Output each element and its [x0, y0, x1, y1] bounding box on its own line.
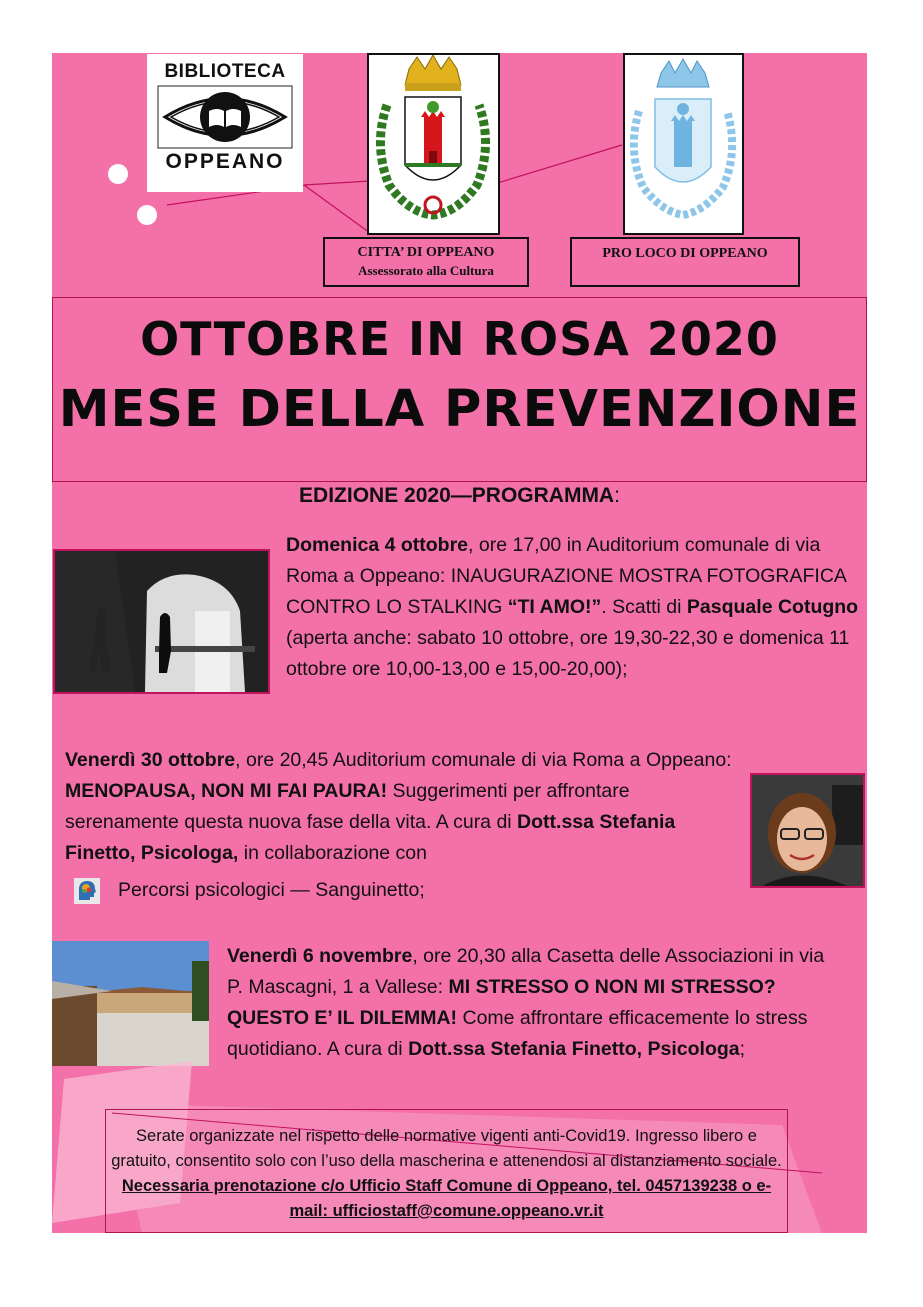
event1-text-b: . Scatti di: [601, 596, 687, 618]
footer-note-text: Serate organizzate nel rispetto delle normative vigenti anti-Covid19. Ingresso libero e gratuito, consentito solo con l’uso della mascherina e attenendosi al distanziamento sociale.: [111, 1127, 782, 1170]
stalking-photo-image: [55, 551, 268, 692]
footer-note-booking: Necessaria prenotazione c/o Ufficio Staff Comune di Oppeano, tel. 0457139238 o e-mail: ufficiostaff@comune.oppeano.vr.it: [121, 1177, 772, 1220]
city-caption-box: [323, 237, 529, 287]
poster: [52, 53, 867, 1233]
proloco-coat-of-arms-icon: [625, 55, 742, 233]
event3-text-a: , ore 20,30 alla Casetta delle Associazioni in via P. Mascagni, 1 a Vallese:: [227, 945, 825, 998]
city-caption-line1: CITTA’ DI OPPEANO: [357, 245, 495, 260]
event1-text-c: (aperta anche: sabato 10 ottobre, ore 19,30-22,30 e domenica 11 ottobre ore 10,00-13,00 e 15,00-20,00);: [286, 627, 850, 680]
event1-date: Domenica 4 ottobre: [286, 534, 469, 556]
event2-partner: Percorsi psicologici — Sanguinetto;: [118, 879, 425, 901]
event2-date: Venerdì 30 ottobre: [65, 749, 236, 771]
event2-text: [65, 745, 737, 869]
city-crest: [367, 53, 500, 235]
event1-text-a: , ore 17,00 in Auditorium comunale di via Roma a Oppeano: INAUGURAZIONE MOSTRA FOTOGRAFICA CONTRO LO STALKING: [286, 534, 846, 618]
library-logo-line1: BIBLIOTECA: [164, 61, 286, 82]
event3-photo: [52, 941, 209, 1066]
title-line2: MESE DELLA PREVENZIONE: [58, 380, 861, 439]
event1-author: Pasquale Cotugno: [686, 596, 859, 618]
brain-icon: [74, 878, 100, 904]
proloco-caption-box: [570, 237, 800, 287]
event3-speaker: Dott.ssa Stefania Finetto, Psicologa: [408, 1038, 740, 1060]
program-heading: [52, 484, 867, 508]
speaker-portrait-image: [752, 775, 863, 886]
event3-text-b: Come affrontare efficacemente lo stress quotidiano. A cura di: [227, 1007, 808, 1060]
event1-highlight: “TI AMO!”: [507, 596, 602, 618]
footer-note: [105, 1109, 788, 1233]
city-caption-line2: Assessorato alla Cultura: [358, 263, 494, 278]
event2-text-b: Suggerimenti per affrontare serenamente questa nuova fase della vita. A cura di: [65, 780, 630, 833]
event2-text-a: , ore 20,45 Auditorium comunale di via Roma a Oppeano:: [235, 749, 732, 771]
title-box: [52, 297, 867, 482]
association-house-image: [52, 941, 209, 1066]
event2-highlight: MENOPAUSA, NON MI FAI PAURA!: [65, 780, 388, 802]
event2-partner-line: [74, 875, 674, 906]
event3-text: [227, 941, 837, 1065]
title-line1: OTTOBRE IN ROSA 2020: [140, 312, 779, 366]
event1-photo: [53, 549, 270, 694]
program-heading-text: EDIZIONE 2020—PROGRAMMA: [299, 484, 615, 507]
event3-date: Venerdì 6 novembre: [227, 945, 413, 967]
event2-speaker: Dott.ssa Stefania Finetto, Psicologa,: [65, 811, 676, 864]
eye-book-icon: [155, 84, 295, 150]
library-logo: [147, 54, 303, 192]
event3-highlight: MI STRESSO O NON MI STRESSO? QUESTO E’ IL DILEMMA!: [227, 976, 776, 1029]
event1-text: [286, 530, 866, 685]
event3-text-c: ;: [739, 1038, 746, 1060]
event2-text-c: in collaborazione con: [238, 842, 427, 864]
library-logo-line2: OPPEANO: [165, 150, 285, 173]
proloco-caption: PRO LOCO DI OPPEANO: [602, 246, 768, 261]
city-coat-of-arms-icon: [369, 55, 498, 233]
event2-speaker-photo: [750, 773, 865, 888]
program-heading-colon: :: [614, 484, 620, 507]
proloco-crest: [623, 53, 744, 235]
